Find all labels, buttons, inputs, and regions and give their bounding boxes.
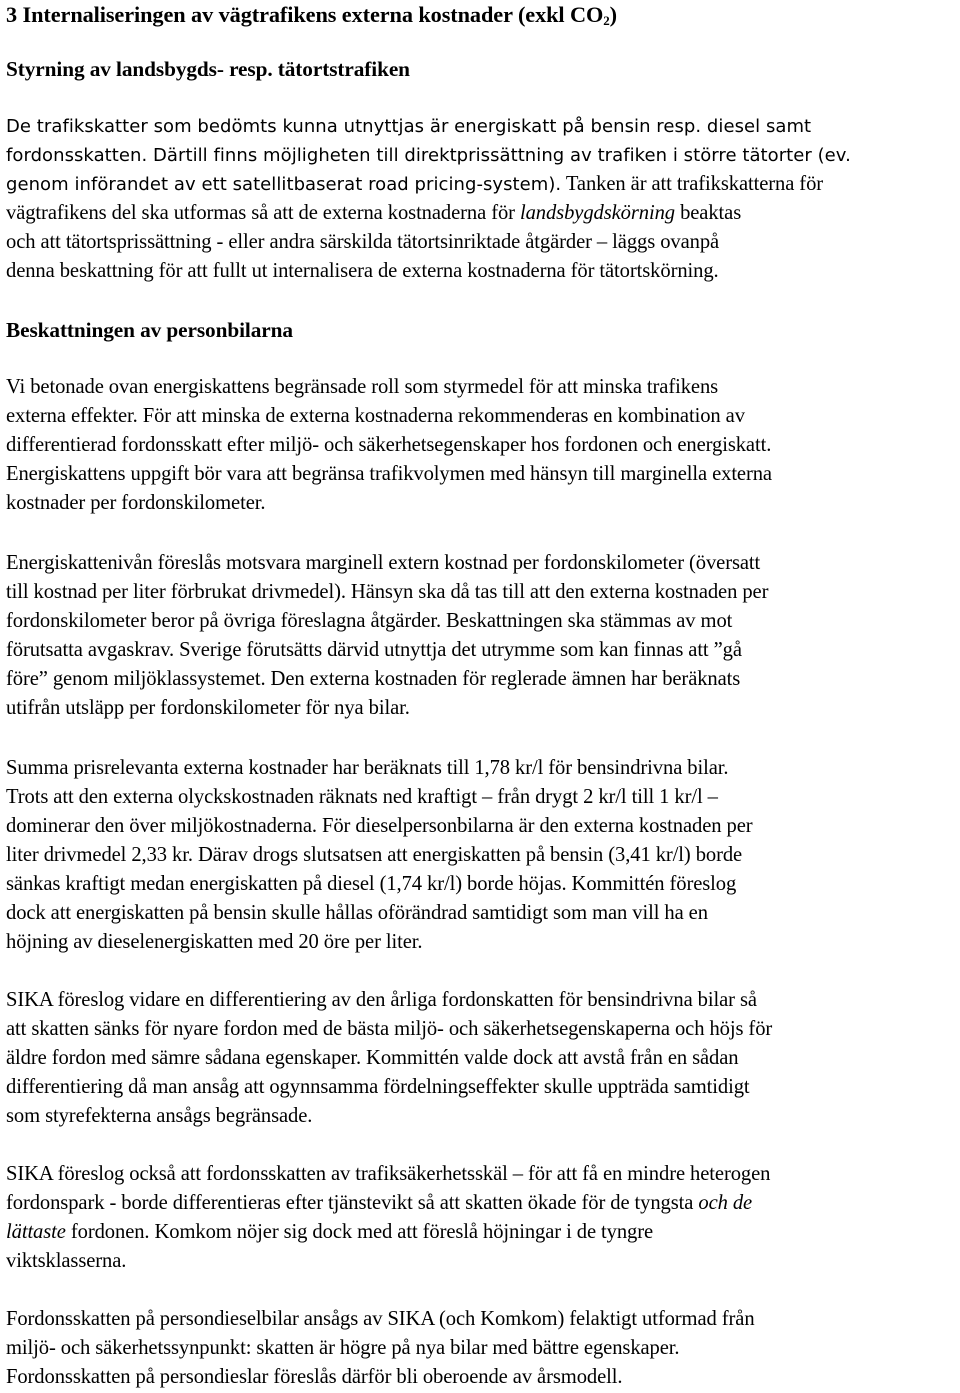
text-line: vägtrafikens del ska utformas så att de externa kostnaderna för landsbygdskörning beaktas (6, 202, 742, 224)
text-line: SIKA föreslog vidare en differentiering av den årliga fordonskatten för bensindrivna bilar så (6, 989, 757, 1011)
text-line: Energiskattens uppgift bör vara att begränsa trafikvolymen med hänsyn till marginella externa (6, 463, 772, 485)
text-line: Fordonsskatten på persondieselbilar ansågs av SIKA (och Komkom) felaktigt utformad från (6, 1308, 755, 1330)
paragraph-2 (6, 373, 958, 518)
text-line: höjning av dieselenergiskatten med 20 öre per liter. (6, 931, 423, 953)
italic-term: lättaste (6, 1221, 66, 1243)
text-line: De trafikskatter som bedömts kunna utnyttjas är energiskatt på bensin resp. diesel samt (6, 116, 812, 137)
text-line: SIKA föreslog också att fordonsskatten av trafiksäkerhetsskäl – för att få en mindre heterogen (6, 1163, 771, 1185)
text-line: dominerar den över miljökostnaderna. För dieselpersonbilarna är den externa kostnaden per (6, 815, 753, 837)
text-line: Vi betonade ovan energiskattens begränsade roll som styrmedel för att minska trafikens (6, 376, 719, 398)
text-line: dock att energiskatten på bensin skulle hållas oförändrad samtidigt som man vill ha en (6, 902, 708, 924)
text-line: utifrån utsläpp per fordonskilometer för nya bilar. (6, 697, 410, 719)
text-line: Trots att den externa olyckskostnaden räknats ned kraftigt – från drygt 2 kr/l till 1 kr/l – (6, 786, 718, 808)
text-line: externa effekter. För att minska de externa kostnaderna rekommenderas en kombination av (6, 405, 745, 427)
text-line: fordonspark - borde differentieras efter tjänstevikt så att skatten ökade för de tyngsta och de (6, 1192, 753, 1214)
section-title: 3 Internaliseringen av vägtrafikens externa kostnader (exkl $CO_2$) (6, 2, 617, 28)
paragraph-3 (6, 549, 958, 723)
paragraph-6 (6, 1160, 958, 1276)
text-line: Fordonsskatten på persondieslar föreslås därför bli oberoende av årsmodell. (6, 1366, 623, 1388)
text-line: förutsatta avgaskrav. Sverige förutsätts därvid utnyttja det utrymme som kan finnas att ”gå (6, 639, 742, 661)
paragraph-5 (6, 986, 958, 1131)
subheading-styrning (6, 55, 958, 84)
paragraph-7 (6, 1305, 958, 1392)
text-line: att skatten sänks för nyare fordon med de bästa miljö- och säkerhetsegenskaperna och höjs för (6, 1018, 773, 1040)
text-line: som styrefekterna ansågs begränsade. (6, 1105, 313, 1127)
paragraph-4 (6, 754, 958, 957)
paragraph-1 (6, 112, 958, 286)
text-line: genom införandet av ett satellitbaserat road pricing-system). Tanken är att trafikskatterna för (6, 173, 824, 195)
text-line: viktsklasserna. (6, 1250, 127, 1272)
text-line: differentiering då man ansåg att ogynnsamma fördelningseffekter skulle uppträda samtidigt (6, 1076, 750, 1098)
text-line: sänkas kraftigt medan energiskatten på diesel (1,74 kr/l) borde höjas. Kommittén föreslog (6, 873, 737, 895)
text-line: fordonskilometer beror på övriga föreslagna åtgärder. Beskattningen ska stämmas av mot (6, 610, 733, 632)
text-line: kostnader per fordonskilometer. (6, 492, 266, 514)
text-line: och att tätortsprissättning - eller andra särskilda tätortsinriktade åtgärder – läggs ovanpå (6, 231, 720, 253)
text-line: Energiskattenivån föreslås motsvara marginell extern kostnad per fordonskilometer (översatt (6, 552, 761, 574)
text-line: denna beskattning för att fullt ut internalisera de externa kostnaderna för tätortskörning. (6, 260, 719, 282)
subheading-text: Styrning av landsbygds- resp. tätortstrafiken (6, 57, 410, 81)
subscript: 2 (603, 13, 610, 28)
text-line: Summa prisrelevanta externa kostnader har beräknats till 1,78 kr/l för bensindrivna bilar. (6, 757, 729, 779)
subheading-text: Beskattningen av personbilarna (6, 318, 293, 342)
italic-term: landsbygdskörning (519, 202, 676, 224)
text-line: fordonsskatten. Därtill finns möjligheten till direktprissättning av trafiken i större tätorter (ev. (6, 145, 851, 166)
italic-term: och de (698, 1192, 753, 1214)
text-line: till kostnad per liter förbrukat drivmedel). Hänsyn ska då tas till att den externa kostnaden per (6, 581, 769, 603)
section-heading (6, 0, 958, 29)
text-line: differentierad fordonsskatt efter miljö- och säkerhetsegenskaper hos fordonen och energiskatt. (6, 434, 772, 456)
text-line: liter drivmedel 2,33 kr. Därav drogs slutsatsen att energiskatten på bensin (3,41 kr/l) borde (6, 844, 743, 866)
subheading-beskattning (6, 316, 958, 345)
text-line: äldre fordon med sämre sådana egenskaper. Kommittén valde dock att avstå från en sådan (6, 1047, 739, 1069)
text-line: före” genom miljöklassystemet. Den externa kostnaden för reglerade ämnen har beräknats (6, 668, 741, 690)
text-line: miljö- och säkerhetssynpunkt: skatten är högre på nya bilar med bättre egenskaper. (6, 1337, 680, 1359)
text-line: lättaste fordonen. Komkom nöjer sig dock med att föreslå höjningar i de tyngre (6, 1221, 654, 1243)
